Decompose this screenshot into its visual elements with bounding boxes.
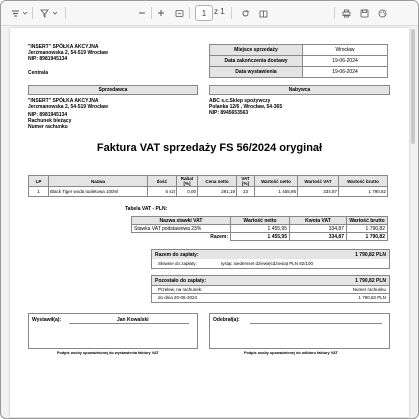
to-pay-value: 1 790,82 PLN (355, 252, 386, 258)
table-cell: 1 455,95 (255, 187, 298, 197)
table-row (29, 187, 388, 197)
toolbar-divider (189, 7, 190, 19)
items-table (28, 175, 388, 197)
toolbar-divider (32, 7, 33, 19)
table-cell: 1 455,95 (231, 233, 290, 241)
highlight-icon[interactable] (38, 4, 50, 22)
remaining-value: 1 790,82 PLN (355, 278, 386, 284)
meta-label: Miejsce sprzedaży (210, 45, 303, 56)
column-header: Rabat [%] (177, 176, 198, 187)
page-count-label: z 1 (214, 7, 225, 16)
table-cell: 334,87 (298, 187, 339, 197)
vat-table-caption: Tabela VAT - PLN: (125, 206, 168, 212)
buyer-address: Polanka 12/6 , Wrocław, 54-365 (209, 104, 283, 110)
vertical-scrollbar[interactable] (410, 27, 416, 415)
column-header: LP (29, 176, 49, 187)
vat-header-row (132, 217, 388, 225)
receiver-signature-box (209, 313, 390, 349)
issuer-name: Jan Kowalski (117, 317, 149, 323)
table-cell: 291,19 (198, 187, 237, 197)
seller-section-header: Sprzedawca (28, 85, 198, 95)
seller-header-nip: NIP: 8981945134 (28, 56, 68, 62)
method-value: Numer rachunku (352, 287, 386, 292)
column-header: Kwota VAT (290, 217, 347, 225)
toolbar-divider (65, 7, 66, 19)
column-header: Nazwa stawki VAT (132, 217, 231, 225)
meta-row (210, 45, 388, 56)
column-header: Wartość brutto (339, 176, 388, 187)
issuer-line (69, 323, 189, 324)
seller-address: Jerzmanowska 2, 54-519 Wrocław (28, 104, 108, 110)
table-cell: 1 790,82 (339, 187, 388, 197)
fit-page-icon[interactable] (173, 4, 185, 22)
table-cell: Stawka VAT podstawowa 23% (132, 225, 231, 233)
method-label: Przelew, na rachunek: (158, 287, 203, 292)
seller-account: Rachunek bieżący (28, 118, 72, 124)
invoice-page (10, 28, 409, 417)
table-cell: 334,87 (290, 225, 347, 233)
column-header: Wartość netto (255, 176, 298, 187)
vat-total-label: Razem: (210, 233, 228, 240)
meta-row (210, 56, 388, 67)
table-cell: 1 (29, 187, 49, 197)
invoice-meta-table (209, 44, 388, 78)
seller-header-name: "INSERT" SPÓŁKA AKCYJNA (28, 44, 99, 50)
items-header-row (29, 176, 388, 187)
print-icon[interactable] (340, 4, 352, 22)
words-label: Słownie do zapłaty: (158, 261, 197, 266)
receiver-caption: Podpis osoby upoważnionej do odbioru faktury VAT (244, 351, 338, 355)
meta-value: Wrocław (303, 45, 388, 56)
seller-name: "INSERT" SPÓŁKA AKCYJNA (28, 98, 99, 104)
column-header: Cena netto (198, 176, 237, 187)
issuer-caption: Podpis osoby upoważnionej do wystawienia faktury VAT (57, 351, 159, 355)
meta-value: 19-06-2024 (303, 56, 388, 67)
table-cell: 1 455,95 (231, 225, 290, 233)
chevron-down-icon[interactable] (51, 4, 59, 22)
meta-label: Data zakończenia dostawy (210, 56, 303, 67)
column-header: Nazwa (49, 176, 148, 187)
vat-table (131, 216, 388, 241)
rotate-icon[interactable] (239, 4, 251, 22)
seller-header-address: Jerzmanowska 2, 54-519 Wrocław (28, 50, 108, 56)
table-cell: 5 szt (148, 187, 177, 197)
issuer-signature-box (28, 313, 198, 349)
column-header: Wartość netto (231, 217, 290, 225)
invoice-title: Faktura VAT sprzedaży FS 56/2024 oryginał (96, 142, 323, 154)
minus-icon[interactable] (136, 4, 148, 22)
seller-nip: NIP: 8981945134 (28, 112, 68, 118)
column-header: VAT [%] (237, 176, 255, 187)
scrollbar-thumb[interactable] (411, 29, 415, 144)
seller-header-branch: Centrala (28, 70, 49, 76)
receiver-line (250, 323, 382, 324)
table-cell: 1 790,82 (347, 233, 388, 241)
meta-value: 19-06-2024 (303, 67, 388, 78)
receiver-label: Odebrał(a): (213, 317, 240, 323)
palette-icon[interactable] (376, 4, 388, 22)
toolbar-divider (334, 7, 335, 19)
remaining-box (151, 275, 390, 303)
plus-icon[interactable] (155, 4, 167, 22)
due-label: do dnia 20-06-2024 (158, 295, 198, 300)
toolbar-divider (231, 7, 232, 19)
book-icon[interactable] (257, 4, 269, 22)
column-header: Wartość brutto (347, 217, 388, 225)
column-header: Wartość VAT (298, 176, 339, 187)
table-cell: Black Tiger woda toaletowa 100ml (49, 187, 148, 197)
buyer-name: ABC s.c.Sklep spożywczy (209, 98, 271, 104)
meta-label: Data wystawienia (210, 67, 303, 78)
vat-total-row (132, 233, 388, 241)
buyer-nip: NIP: 8945653563 (209, 110, 249, 116)
meta-row (210, 67, 388, 78)
words-value: tysiąc siedemset dziewięćdziesiąt PLN 82/100 (221, 261, 314, 266)
toolbar-divider (151, 7, 152, 19)
divider (152, 285, 389, 286)
table-cell: 0,00 (177, 187, 198, 197)
seller-account-label: Numer rachunku (28, 124, 68, 130)
to-pay-label: Razem do zapłaty: (155, 252, 199, 258)
buyer-section-header: Nabywca (209, 85, 390, 95)
divider (152, 293, 389, 294)
filter-list-icon[interactable] (9, 4, 21, 22)
issuer-label: Wystawił(a): (32, 317, 62, 323)
page-number-input[interactable]: 1 (195, 5, 213, 21)
table-row (132, 225, 388, 233)
pdf-toolbar (1, 1, 418, 26)
save-icon[interactable] (358, 4, 370, 22)
table-cell: 334,87 (290, 233, 347, 241)
column-header: Ilość (148, 176, 177, 187)
chevron-down-icon[interactable] (21, 4, 29, 22)
to-pay-box (151, 249, 390, 269)
table-cell: 1 790,82 (347, 225, 388, 233)
remaining-label: Pozostało do zapłaty: (155, 278, 207, 284)
table-cell: 23 (237, 187, 255, 197)
due-value: 1 790,82 PLN (358, 295, 386, 300)
